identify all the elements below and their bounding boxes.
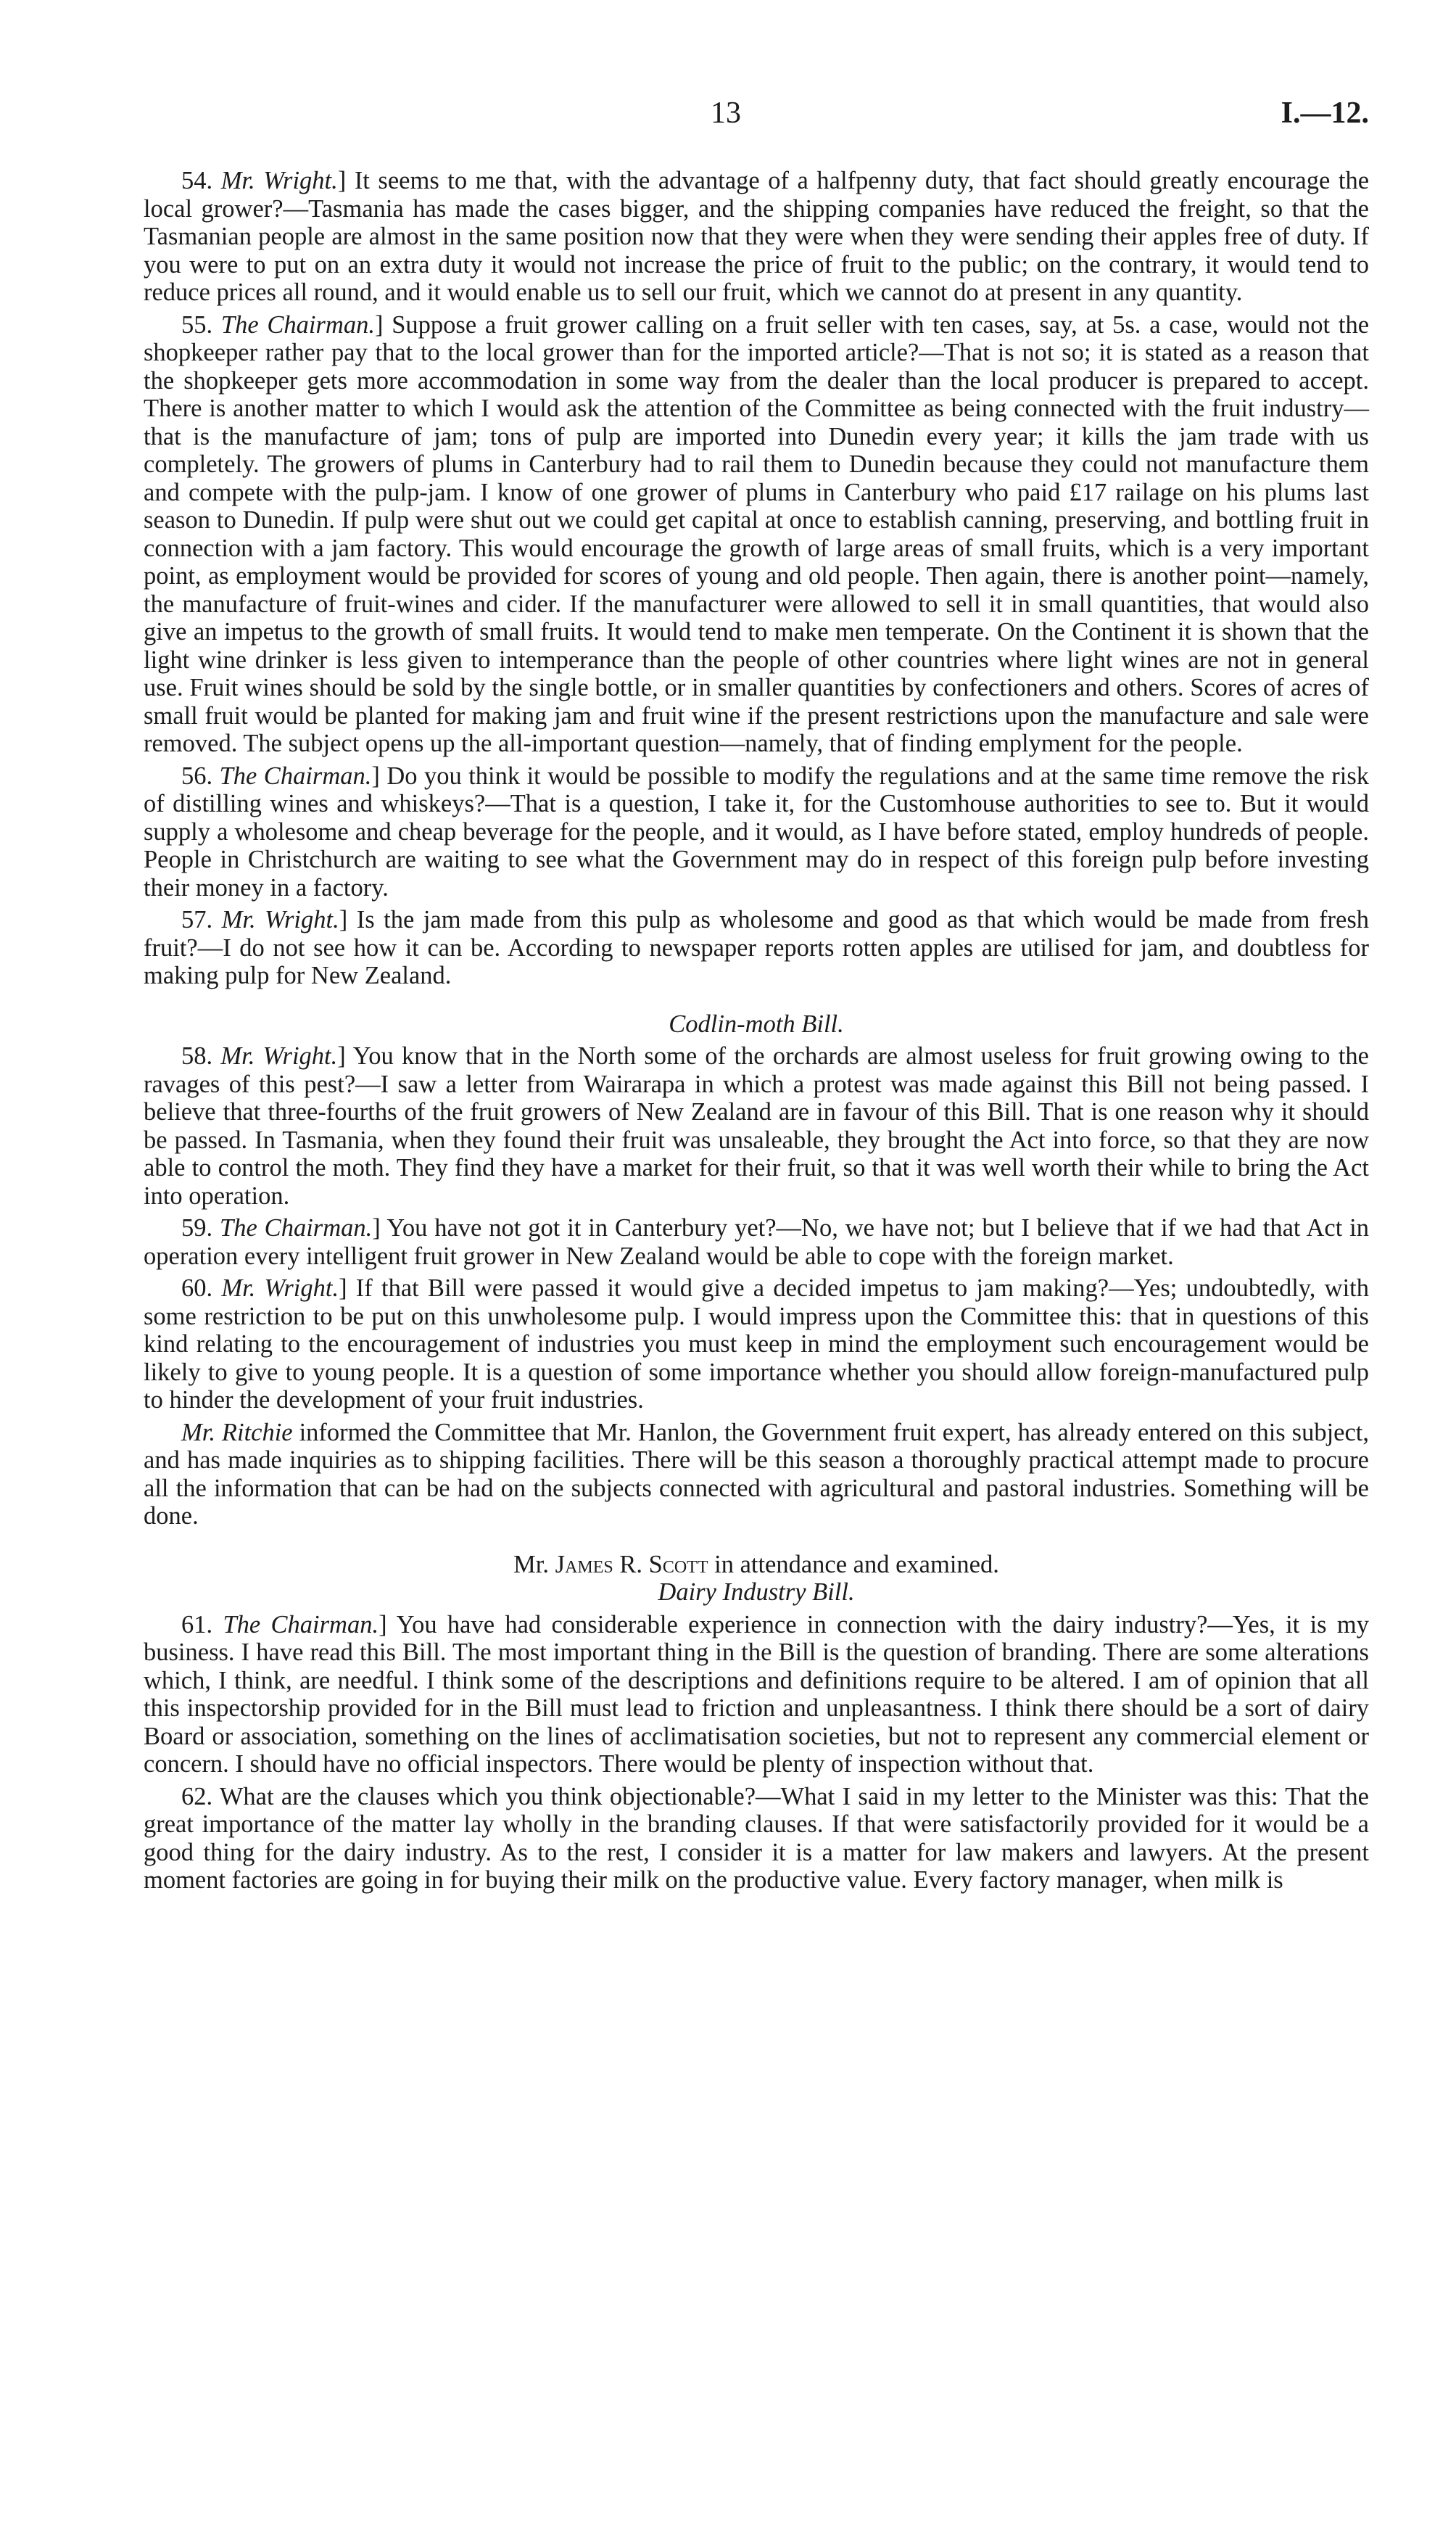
question-paragraph: 61. The Chairman.] You have had considerable experience in connection with the dairy industry?—Yes, it is my business. I have read this Bill. The most important thing in the Bill is the question of branding. There are some alterations which, I think, are needful. I think some of the descriptions and definitions require to be altered. I am of opinion that all this inspectorship provided for in the Bill must lead to friction and unpleasantness. I think there should be a sort of dairy Board or association, something on the lines of acclimatisation societies, but not to represent any commercial element or concern. I should have no official inspectors. There would be plenty of inspection without that.: [144, 1610, 1369, 1778]
question-number: 56.: [181, 762, 213, 790]
section-heading-dairy-industry: Dairy Industry Bill.: [658, 1578, 855, 1606]
evidence-section-fruit: [144, 167, 1369, 990]
statement-text: informed the Committee that Mr. Hanlon, the Government fruit expert, has already entered on this subject, and has made inquiries as to shipping facilities. There will be this season a thoroughly practical attempt made to procure all the information that can be had on the subjects connected with agricultural and pastoral industries. Something will be done.: [144, 1418, 1370, 1530]
evidence-section-codlin-moth: [144, 1042, 1369, 1414]
question-number: 62.: [181, 1782, 213, 1810]
question-text: What are the clauses which you think objectionable?—What I said in my letter to the Minister was this: That the great importance of the matter lay wholly in the branding clauses. If that were satisfactorily provided for it would be a good thing for the dairy industry. As to the rest, I consider it is a matter for law makers and lawyers. At the present moment factories are going in for buying their milk on the productive value. Every factory manager, when milk is: [144, 1782, 1369, 1894]
page-number: 13: [711, 96, 741, 130]
question-number: 58.: [181, 1042, 213, 1070]
speaker-name: The Chairman.: [219, 762, 372, 790]
page-header: [144, 88, 1369, 139]
speaker-name: Mr. Wright.: [221, 1274, 339, 1302]
document-reference: I.—12.: [1281, 96, 1369, 130]
question-number: 57.: [181, 906, 213, 933]
speaker-name: The Chairman.: [223, 1610, 379, 1638]
witness-heading: Mr. James R. Scott in attendance and examined.: [513, 1550, 999, 1578]
question-paragraph: 54. Mr. Wright.] It seems to me that, with the advantage of a halfpenny duty, that fact should greatly encourage the local grower?—Tasmania has made the cases bigger, and the shipping companies have reduced the freight, so that the Tasmanian people are almost in the same position now that they were when they were sending their apples free of duty. If you were to put on an extra duty it would not increase the price of fruit to the public; on the contrary, it would tend to reduce prices all round, and it would enable us to sell our fruit, which we cannot do at present in any quantity.: [144, 167, 1370, 306]
speaker-name: Mr. Ritchie: [181, 1418, 293, 1446]
question-text: Suppose a fruit grower calling on a fruit seller with ten cases, say, at 5s. a case, would not the shopkeeper rather pay that to the local grower than for the imported article?—That is not so; it is stated as a reason that the shopkeeper gets more accommodation in some way from the dealer than the local producer is prepared to accept. There is another matter to which I would ask the attention of the Committee as being connected with the fruit industry—that is the manufacture of jam; tons of pulp are imported into Dunedin every year; it kills the jam trade with us completely. The growers of plums in Canterbury had to rail them to Dunedin because they could not manufacture them and compete with the pulp-jam. I know of one grower of plums in Canterbury who paid £17 railage on his plums last season to Dunedin. If pulp were shut out we could get capital at once to establish canning, preserving, and bottling fruit in connection with a jam factory. This would encourage the growth of large areas of small fruits, which is a very important point, as employment would be provided for scores of young and old people. Then again, there is another point—namely, the manufacture of fruit-wines and cider. If the manufacturer were allowed to sell it in small quantities, that would also give an impetus to the growth of small fruits. It would tend to make men temperate. On the Continent it is shown that the light wine drinker is less given to intemperance than the people of other countries where light wines are not in general use. Fruit wines should be sold by the single bottle, or in smaller quantities by confectioners and others. Scores of acres of small fruit would be planted for making jam and fruit wine if the present restrictions upon the manufacture and sale were removed. The subject opens up the all-important question—namely, that of finding emplyment for the people.: [144, 310, 1370, 757]
question-text: If that Bill were passed it would give a decided impetus to jam making?—Yes; undoubtedly, with some restriction to be put on this unwholesome pulp. I would impress upon the Committee this: that in questions of this kind relating to the encouragement of industries you must keep in mind the employment such encouragement would be likely to give to young people. It is a question of some importance whether you should allow foreign-manufactured pulp to hinder the development of your fruit industries.: [144, 1274, 1369, 1414]
question-paragraph: 59. The Chairman.] You have not got it in Canterbury yet?—No, we have not; but I believe that if we had that Act in operation every intelligent fruit grower in New Zealand would be able to cope with the foreign market.: [144, 1214, 1370, 1270]
speaker-name: Mr. Wright.: [220, 1042, 338, 1070]
witness-name: James R. Scott: [555, 1550, 708, 1578]
question-paragraph: 57. Mr. Wright.] Is the jam made from this pulp as wholesome and good as that which would be made from fresh fruit?—I do not see how it can be. According to newspaper reports rotten apples are utilised for jam, and doubtless for making pulp for New Zealand.: [144, 906, 1369, 989]
speaker-name: The Chairman.: [220, 1214, 373, 1242]
question-number: 54.: [181, 167, 213, 194]
question-text: You have had considerable experience in connection with the dairy industry?—Yes, it is my business. I have read this Bill. The most important thing in the Bill is the question of branding. There are some alterations which, I think, are needful. I think some of the descriptions and definitions require to be altered. I am of opinion that all this inspectorship provided for in the Bill must lead to friction and unpleasantness. I think there should be a sort of dairy Board or association, something on the lines of acclimatisation societies, but not to represent any commercial element or concern. I should have no official inspectors. There would be plenty of inspection without that.: [144, 1610, 1369, 1778]
question-paragraph: 60. Mr. Wright.] If that Bill were passed it would give a decided impetus to jam making?—Yes; undoubtedly, with some restriction to be put on this unwholesome pulp. I would impress upon the Committee this: that in questions of this kind relating to the encouragement of industries you must keep in mind the employment such encouragement would be likely to give to young people. It is a question of some importance whether you should allow foreign-manufactured pulp to hinder the development of your fruit industries.: [144, 1274, 1369, 1414]
question-text: Do you think it would be possible to modify the regulations and at the same time remove the risk of distilling wines and whiskeys?—That is a question, I take it, for the Customhouse authorities to see to. But it would supply a wholesome and cheap beverage for the people, and it would, as I have before stated, employ hundreds of people. People in Christchurch are waiting to see what the Government may do in respect of this foreign pulp before investing their money in a factory.: [144, 762, 1369, 902]
evidence-section-dairy: [144, 1611, 1369, 1895]
question-paragraph: 55. The Chairman.] Suppose a fruit grower calling on a fruit seller with ten cases, say, at 5s. a case, would not the shopkeeper rather pay that to the local grower than for the imported article?—That is not so; it is stated as a reason that the shopkeeper gets more accommodation in some way from the dealer than the local producer is prepared to accept. There is another matter to which I would ask the attention of the Committee as being connected with the fruit industry—that is the manufacture of jam; tons of pulp are imported into Dunedin every year; it kills the jam trade with us completely. The growers of plums in Canterbury had to rail them to Dunedin because they could not manufacture them and compete with the pulp-jam. I know of one grower of plums in Canterbury who paid £17 railage on his plums last season to Dunedin. If pulp were shut out we could get capital at once to establish canning, preserving, and bottling fruit in connection with a jam factory. This would encourage the growth of large areas of small fruits, which is a very important point, as employment would be provided for scores of young and old people. Then again, there is another point—namely, the manufacture of fruit-wines and cider. If the manufacturer were allowed to sell it in small quantities, that would also give an impetus to the growth of small fruits. It would tend to make men temperate. On the Continent it is shown that the light wine drinker is less given to intemperance than the people of other countries where light wines are not in general use. Fruit wines should be sold by the single bottle, or in smaller quantities by confectioners and others. Scores of acres of small fruit would be planted for making jam and fruit wine if the present restrictions upon the manufacture and sale were removed. The subject opens up the all-important question—namely, that of finding emplyment for the people.: [144, 310, 1370, 757]
question-number: 61.: [181, 1610, 213, 1638]
ritchie-statement: [144, 1419, 1369, 1530]
speaker-name: Mr. Wright.: [221, 906, 339, 933]
question-paragraph: [144, 1783, 1369, 1895]
question-number: 60.: [181, 1274, 213, 1302]
speaker-name: Mr. Wright.: [220, 167, 338, 194]
question-text: Is the jam made from this pulp as wholesome and good as that which would be made from fresh fruit?—I do not see how it can be. According to newspaper reports rotten apples are utilised for jam, and doubtless for making pulp for New Zealand.: [144, 906, 1369, 989]
speaker-name: The Chairman.: [220, 310, 375, 339]
question-text: It seems to me that, with the advantage of a halfpenny duty, that fact should greatly encourage the local grower?—Tasmania has made the cases bigger, and the shipping companies have reduced the freight, so that the Tasmanian people are almost in the same position now that they were when they were sending their apples free of duty. If you were to put on an extra duty it would not increase the price of fruit to the public; on the contrary, it would tend to reduce prices all round, and it would enable us to sell our fruit, which we cannot do at present in any quantity.: [144, 167, 1370, 306]
question-text: You have not got it in Canterbury yet?—No, we have not; but I believe that if we had that Act in operation every intelligent fruit grower in New Zealand would be able to cope with the foreign market.: [144, 1214, 1370, 1270]
question-text: You know that in the North some of the orchards are almost useless for fruit growing owing to the ravages of this pest?—I saw a letter from Wairarapa in which a protest was made against this Bill not being passed. I believe that three-fourths of the fruit growers of New Zealand are in favour of this Bill. That is one reason why it should be passed. In Tasmania, when they found their fruit was unsaleable, they brought the Act into force, so that they are now able to control the moth. They find they have a market for their fruit, so that it was well worth their while to bring the Act into operation.: [144, 1042, 1369, 1210]
document-body: [144, 167, 1369, 1895]
question-paragraph: 58. Mr. Wright.] You know that in the North some of the orchards are almost useless for fruit growing owing to the ravages of this pest?—I saw a letter from Wairarapa in which a protest was made against this Bill not being passed. I believe that three-fourths of the fruit growers of New Zealand are in favour of this Bill. That is one reason why it should be passed. In Tasmania, when they found their fruit was unsaleable, they brought the Act into force, so that they are now able to control the moth. They find they have a market for their fruit, so that it was well worth their while to bring the Act into operation.: [144, 1042, 1369, 1210]
question-number: 59.: [181, 1214, 213, 1242]
question-paragraph: 56. The Chairman.] Do you think it would be possible to modify the regulations and at the same time remove the risk of distilling wines and whiskeys?—That is a question, I take it, for the Customhouse authorities to see to. But it would supply a wholesome and cheap beverage for the people, and it would, as I have before stated, employ hundreds of people. People in Christchurch are waiting to see what the Government may do in respect of this foreign pulp before investing their money in a factory.: [144, 762, 1369, 902]
document-page: [144, 88, 1369, 1895]
question-number: 55.: [181, 310, 213, 339]
section-heading-codlin-moth: Codlin-moth Bill.: [669, 1010, 844, 1038]
